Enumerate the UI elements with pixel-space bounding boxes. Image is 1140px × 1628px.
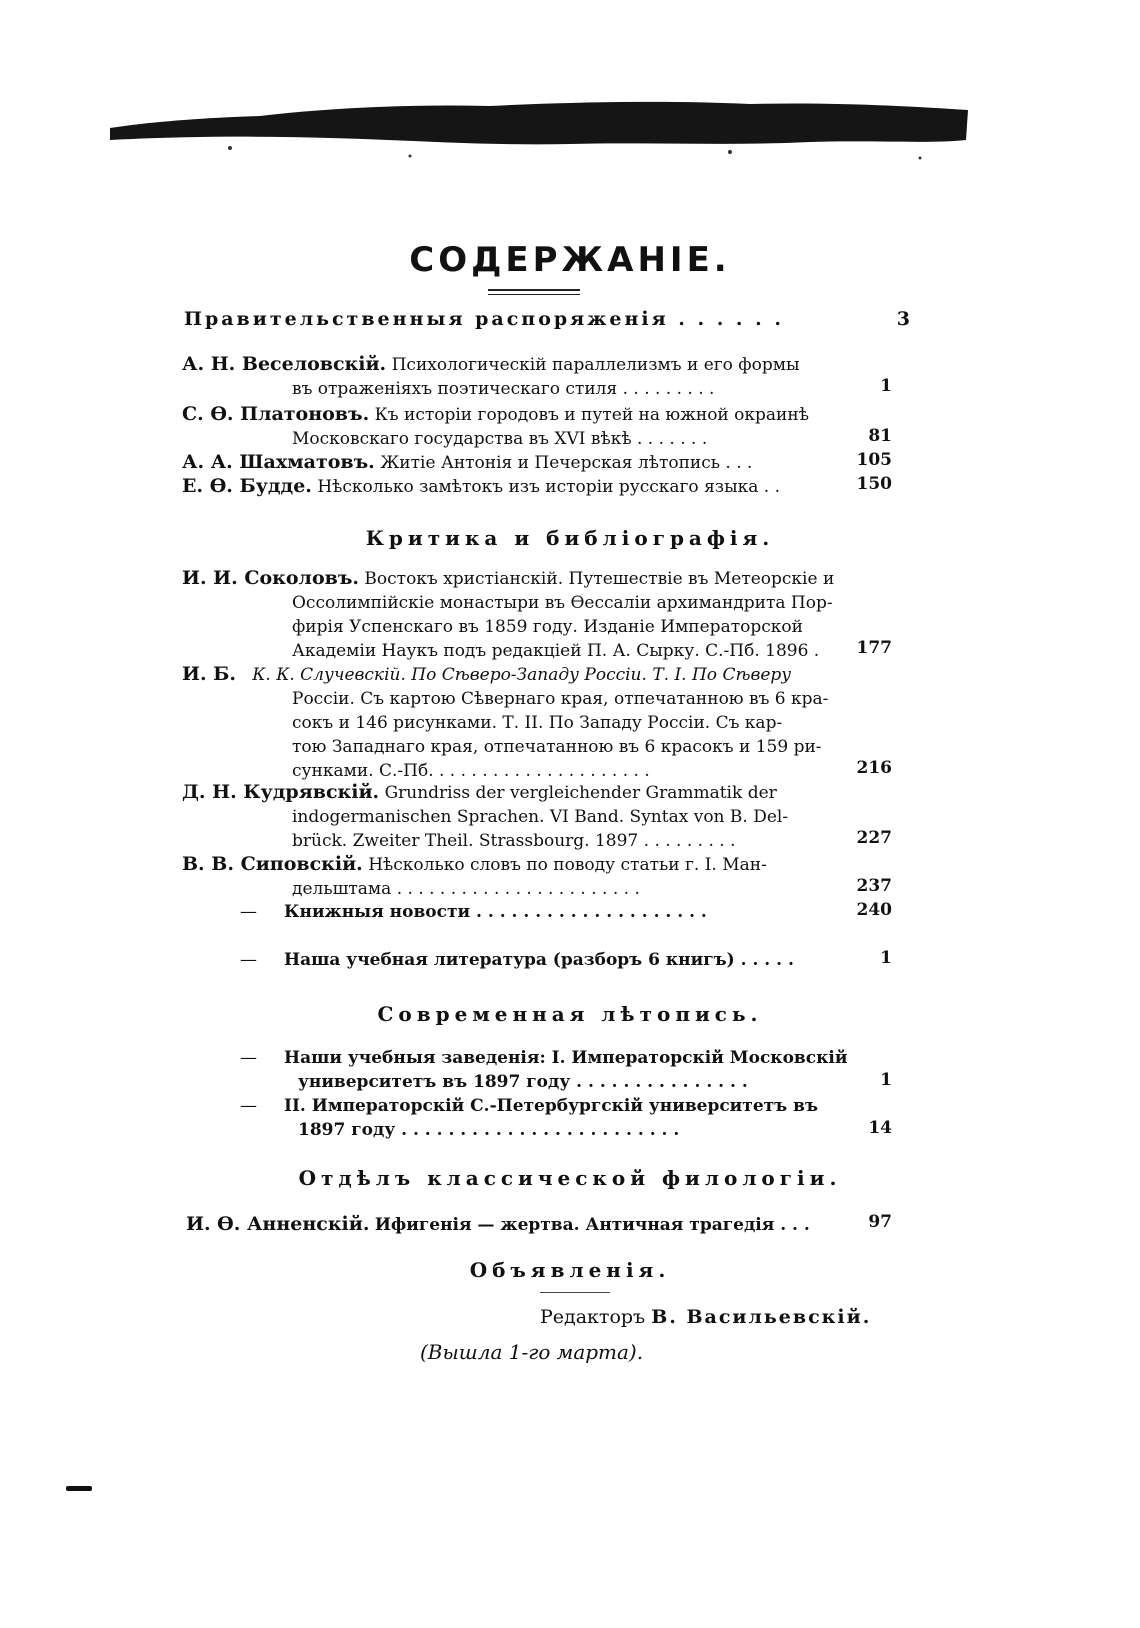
article-title-line: Къ исторіи городовъ и путей на южной окраинѣ bbox=[374, 405, 809, 425]
critique-page: 177 bbox=[856, 638, 892, 658]
critique-page: 227 bbox=[856, 828, 892, 848]
critique-line: Россіи. Съ картою Сѣвернаго края, отпечатанною въ 6 кра- bbox=[292, 689, 829, 709]
gov-page: 3 bbox=[896, 308, 910, 330]
critique-line: Наша учебная литература (разборъ 6 книгъ) . . . . . bbox=[284, 950, 794, 970]
critique-entry bbox=[240, 948, 852, 972]
classics-entry bbox=[186, 1212, 846, 1237]
chronicle-entry bbox=[240, 1046, 852, 1094]
chronicle-entry bbox=[240, 1094, 852, 1142]
critique-page: 216 bbox=[856, 758, 892, 778]
critique-line: Академіи Наукъ подъ редакціей П. А. Сырку. С.-Пб. 1896 . bbox=[292, 641, 820, 661]
title-rule bbox=[488, 289, 580, 295]
critique-page: 1 bbox=[880, 948, 892, 968]
critique-line: indogermanischen Sprachen. VI Band. Syntax von B. Del- bbox=[292, 807, 789, 827]
critique-author: В. В. Сиповскій. bbox=[182, 853, 363, 875]
classics-heading: Отдѣлъ классической филологіи. bbox=[298, 1166, 842, 1190]
chronicle-line: университетъ въ 1897 году . . . . . . . . . . . . . . . bbox=[298, 1072, 748, 1092]
critique-line: Оссолимпійскіе монастыри въ Ѳессаліи архимандрита Пор- bbox=[292, 593, 833, 613]
article-entry bbox=[182, 474, 842, 499]
critique-line: фирія Успенскаго въ 1859 году. Изданіе Императорской bbox=[292, 617, 803, 637]
editor-line bbox=[540, 1306, 871, 1328]
chronicle-page: 14 bbox=[868, 1118, 892, 1138]
dash: — bbox=[240, 902, 257, 922]
article-title-line: Нѣсколько замѣтокъ изъ исторіи русскаго языка . . bbox=[317, 477, 780, 497]
article-author: Е. Ѳ. Будде. bbox=[182, 475, 312, 497]
article-entry bbox=[182, 402, 842, 451]
critique-entry bbox=[182, 852, 852, 901]
article-author: А. Н. Веселовскій. bbox=[182, 353, 387, 375]
article-page: 105 bbox=[856, 450, 892, 470]
issue-date: (Вышла 1-го марта). bbox=[420, 1340, 644, 1364]
editor-label: Редакторъ bbox=[540, 1306, 646, 1328]
chronicle-line: Наши учебныя заведенія: I. Императорскій Московскій bbox=[284, 1048, 848, 1068]
gov-heading: Правительственныя распоряженія . . . . . . bbox=[184, 308, 785, 330]
ads-heading: Объявленія. bbox=[469, 1258, 671, 1282]
critique-entry bbox=[240, 900, 852, 924]
article-author: С. Ѳ. Платоновъ. bbox=[182, 403, 370, 425]
classics-line: Ифигенія — жертва. Античная трагедія . . . bbox=[374, 1215, 810, 1235]
critique-line: К. К. Случевскій. По Сѣверо-Западу Россіи. Т. I. По Сѣверу bbox=[252, 665, 792, 685]
critique-line: сокъ и 146 рисунками. Т. II. По Западу Россіи. Съ кар- bbox=[292, 713, 783, 733]
critique-author: И. Б. bbox=[182, 663, 237, 685]
classics-page: 97 bbox=[868, 1212, 892, 1232]
critique-line: Нѣсколько словъ по поводу статьи г. І. Ман- bbox=[368, 855, 767, 875]
article-page: 81 bbox=[868, 426, 892, 446]
critique-author: Д. Н. Кудрявскій. bbox=[182, 781, 380, 803]
critique-page: 237 bbox=[856, 876, 892, 896]
critique-line: тою Западнаго края, отпечатанною въ 6 красокъ и 159 ри- bbox=[292, 737, 822, 757]
critique-line: дельштама . . . . . . . . . . . . . . . . . . . . . . . bbox=[292, 879, 640, 899]
chronicle-line: 1897 году . . . . . . . . . . . . . . . . . . . . . . . . bbox=[298, 1120, 680, 1140]
article-title-line: Московскаго государства въ XVI вѣкѣ . . . . . . . bbox=[292, 429, 708, 449]
chronicle-heading: Современная лѣтопись. bbox=[377, 1002, 763, 1026]
critique-entry bbox=[182, 662, 852, 783]
article-title-line: Психологическій параллелизмъ и его формы bbox=[391, 355, 800, 375]
article-entry bbox=[182, 450, 842, 475]
chronicle-page: 1 bbox=[880, 1070, 892, 1090]
ink-blot bbox=[110, 100, 970, 170]
article-title-line: Житіе Антонія и Печерская лѣтопись . . . bbox=[380, 453, 753, 473]
article-page: 150 bbox=[856, 474, 892, 494]
article-title-line: въ отраженіяхъ поэтическаго стиля . . . . . . . . . bbox=[292, 379, 715, 399]
critique-line: Востокъ христіанскій. Путешествіе въ Метеорскіе и bbox=[364, 569, 835, 589]
critique-author: И. И. Соколовъ. bbox=[182, 567, 360, 589]
chronicle-line: II. Императорскій С.-Петербургскій университетъ въ bbox=[284, 1096, 818, 1116]
critique-line: сунками. С.-Пб. . . . . . . . . . . . . . . . . . . . . bbox=[292, 761, 650, 781]
critique-line: Книжныя новости . . . . . . . . . . . . . . . . . . . . bbox=[284, 902, 707, 922]
critique-line: brück. Zweiter Theil. Strassbourg. 1897 . . . . . . . . . bbox=[292, 831, 736, 851]
editor-name: В. Васильевскій. bbox=[651, 1306, 872, 1328]
critique-entry bbox=[182, 566, 852, 663]
article-entry bbox=[182, 352, 842, 401]
ads-rule bbox=[540, 1292, 610, 1293]
classics-author: И. Ѳ. Анненскій. bbox=[186, 1213, 370, 1235]
article-page: 1 bbox=[880, 376, 892, 396]
dash: — bbox=[240, 1096, 257, 1116]
critique-page: 240 bbox=[856, 900, 892, 920]
critique-heading: Критика и библіографія. bbox=[365, 526, 775, 550]
page-title: СОДЕРЖАНІЕ. bbox=[409, 240, 731, 280]
critique-line: Grundriss der vergleichender Grammatik der bbox=[384, 783, 777, 803]
article-author: А. А. Шахматовъ. bbox=[182, 451, 375, 473]
margin-mark bbox=[66, 1486, 92, 1491]
critique-entry bbox=[182, 780, 852, 853]
dash: — bbox=[240, 950, 257, 970]
dash: — bbox=[240, 1048, 257, 1068]
